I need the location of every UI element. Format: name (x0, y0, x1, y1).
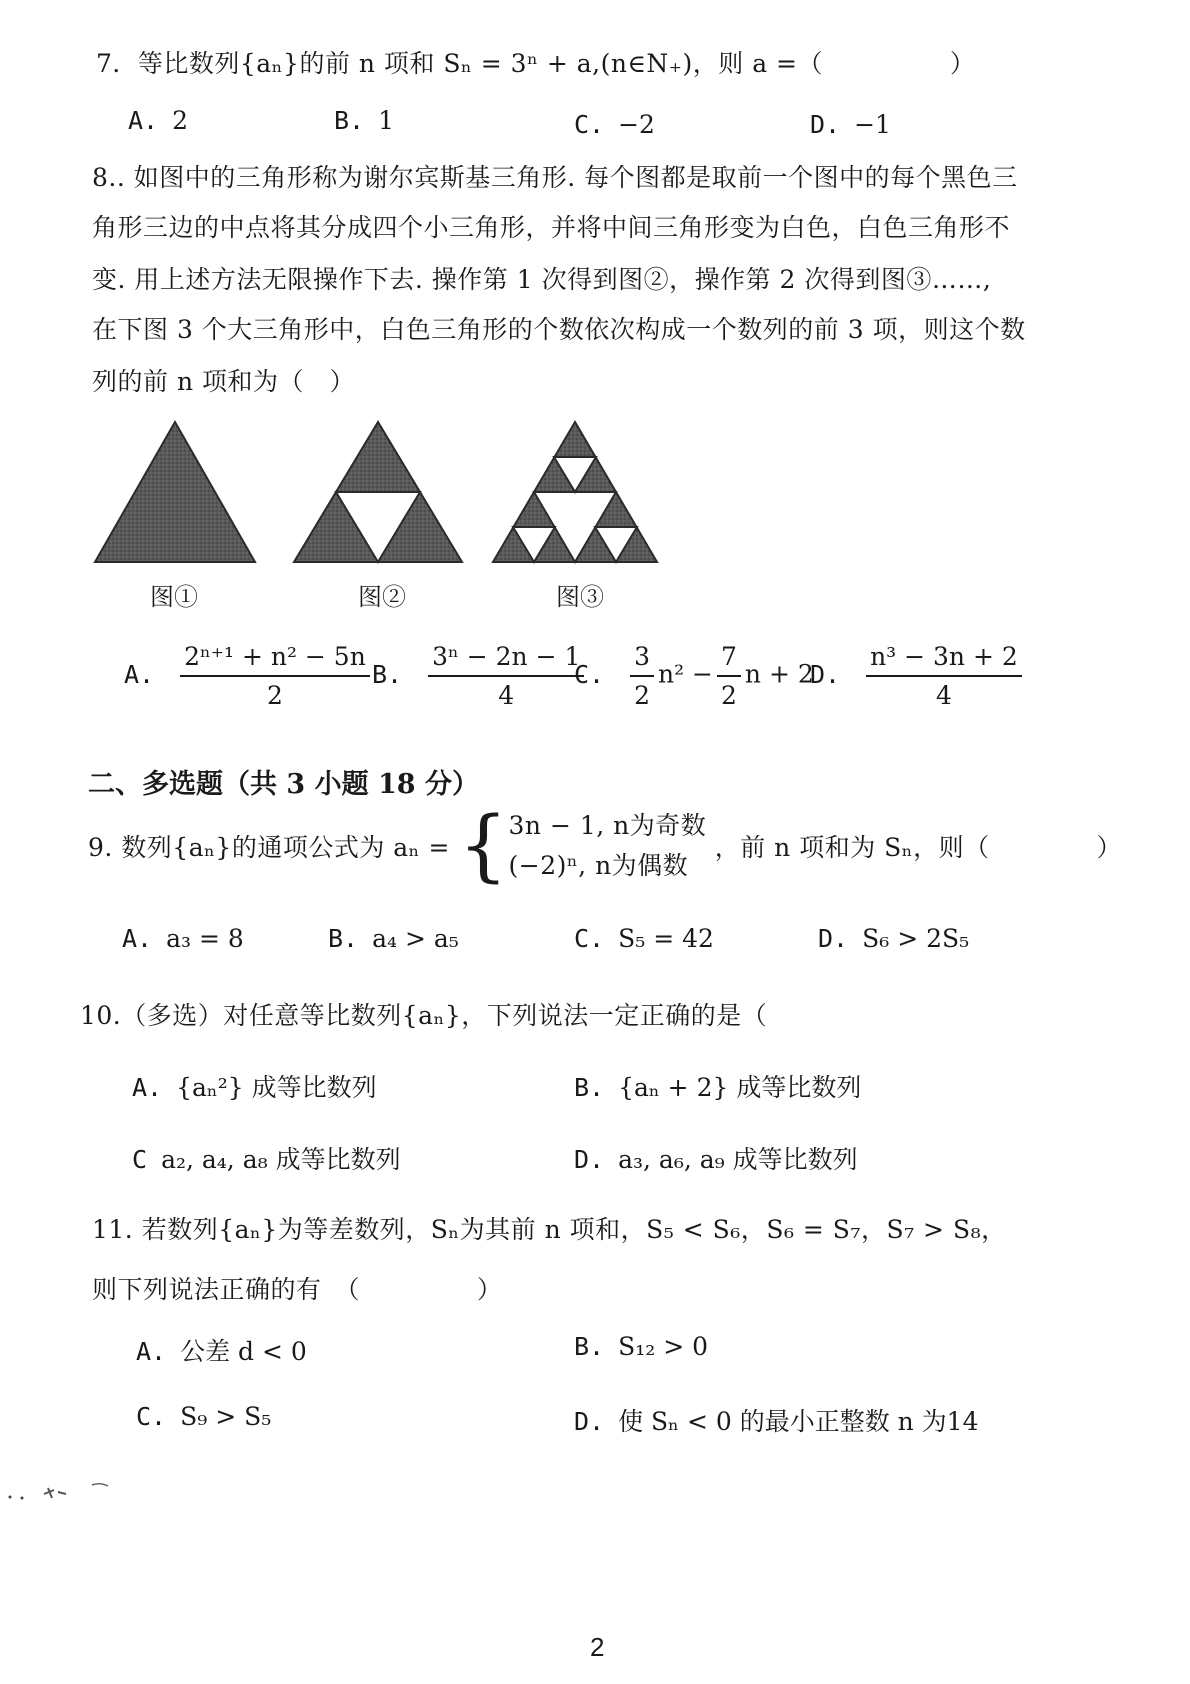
q8-line-1: 8.. 如图中的三角形称为谢尔宾斯基三角形. 每个图都是取前一个图中的每个黑色三 (92, 163, 1018, 192)
q8-option-b: B. $\frac{\text{3ⁿ − 2n − 1}}{4}$ (372, 642, 588, 710)
section-title-multi-choice: 二、多选题（共 3 小题 18 分） (88, 769, 479, 800)
q10-option-a: A. {aₙ²} 成等比数列 (132, 1073, 377, 1102)
q9-case-even: (−2)ⁿ, n为偶数 (508, 851, 689, 880)
q10-option-c: C a₂, a₄, a₈ 成等比数列 (132, 1145, 401, 1174)
q9-brace: { (458, 801, 509, 891)
sierpinski-stage-1 (95, 422, 255, 562)
sierpinski-figures (0, 410, 700, 580)
q8-line-4: 在下图 3 个大三角形中，白色三角形的个数依次构成一个数列的前 3 项，则这个数 (92, 315, 1026, 344)
page-number: 2 (590, 1632, 605, 1662)
q10-option-d: D. a₃, a₆, a₉ 成等比数列 (574, 1145, 858, 1174)
q8-line-5: 列的前 n 项和为（ ） (92, 367, 355, 396)
q11-option-c: C. S₉ > S₅ (136, 1402, 272, 1431)
q9-stem-post: ，前 n 项和为 Sₙ，则（ (714, 833, 990, 862)
q7-option-d: D. −1 (810, 110, 891, 139)
q8-option-d: D. $\frac{\text{n³ − 3n + 2}}{4}$ (810, 642, 1026, 710)
q9-stem-pre: 9. 数列{aₙ}的通项公式为 aₙ = (88, 833, 450, 862)
sierpinski-stage-2 (294, 422, 462, 562)
q11-option-d: D. 使 Sₙ < 0 的最小正整数 n 为14 (574, 1407, 979, 1436)
q9-stem (88, 801, 1123, 891)
q11-line-2: 则下列说法正确的有 （ ） (92, 1275, 503, 1304)
figure-caption-3: 图③ (556, 583, 604, 611)
q9-option-b: B. a₄ > a₅ (328, 924, 459, 953)
q9-stem-close: ） (1096, 833, 1123, 862)
q11-option-a: A. 公差 d < 0 (136, 1337, 307, 1366)
q8-option-c: C. $\frac{3}{2}$ n² − $\frac{7}{2}$ n + 2 (574, 642, 814, 710)
q9-case-odd: 3n − 1, n为奇数 (508, 811, 707, 840)
q7-stem (96, 44, 975, 80)
q7-option-b: B. 1 (334, 106, 395, 135)
q9-option-a: A. a₃ = 8 (122, 924, 244, 953)
q9-option-d: D. S₆ > 2S₅ (818, 924, 970, 953)
q11-line-1: 11. 若数列{aₙ}为等差数列，Sₙ为其前 n 项和，S₅ < S₆，S₆ = S₇，S₇ > S₈， (92, 1215, 1007, 1244)
q11-option-b: B. S₁₂ > 0 (574, 1332, 709, 1361)
q8-line-3: 变. 用上述方法无限操作下去. 操作第 1 次得到图②，操作第 2 次得到图③……, (92, 265, 992, 294)
q7-option-c: C. −2 (574, 110, 655, 139)
figure-caption-2: 图② (358, 583, 406, 611)
scan-marks (0, 1470, 140, 1510)
q9-option-c: C. S₅ = 42 (574, 924, 714, 953)
q10-stem: 10.（多选）对任意等比数列{aₙ}，下列说法一定正确的是（ (80, 1001, 768, 1030)
figure-caption-1: 图① (150, 583, 198, 611)
q7-stem-text: 7．等比数列{aₙ}的前 n 项和 Sₙ = 3ⁿ + a,(n∈N₊)，则 a =（ (96, 49, 824, 78)
sierpinski-stage-3 (493, 422, 657, 562)
q8-option-a: A. $\frac{\text{2ⁿ⁺¹ + n² − 5n}}{2}$ (124, 642, 374, 710)
q7-option-a: A. 2 (128, 106, 189, 135)
q10-option-b: B. {aₙ + 2} 成等比数列 (574, 1073, 862, 1102)
q7-stem-close: ） (949, 49, 976, 78)
q8-line-2: 角形三边的中点将其分成四个小三角形，并将中间三角形变为白色，白色三角形不 (92, 213, 1011, 242)
